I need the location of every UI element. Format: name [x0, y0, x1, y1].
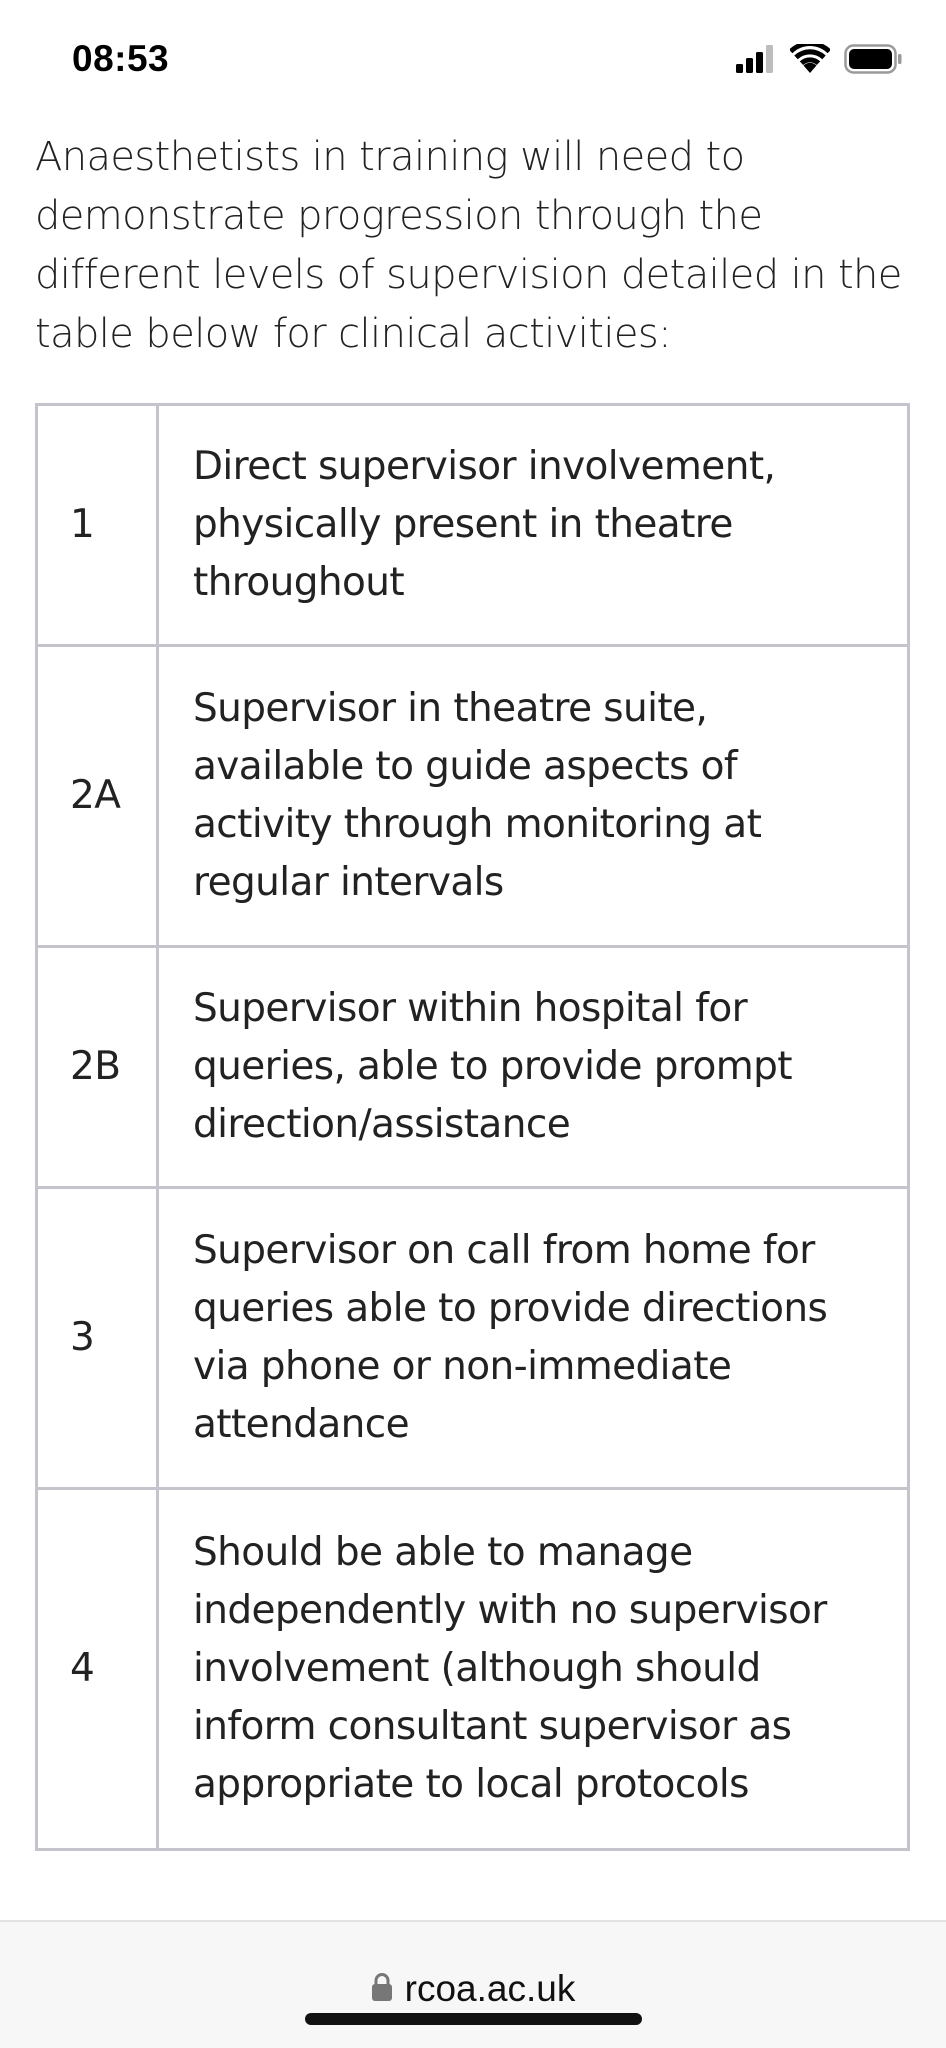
status-time: 08:53	[72, 38, 170, 79]
battery-icon	[844, 44, 902, 74]
status-icons	[736, 44, 902, 74]
description-cell: Direct supervisor involvement, physically present in theatre throughout	[158, 405, 909, 646]
level-cell: 2B	[37, 947, 158, 1188]
level-cell: 4	[37, 1489, 158, 1850]
table-row	[37, 405, 909, 646]
description-cell: Supervisor in theatre suite, available to guide aspects of activity through monitoring at regular intervals	[158, 646, 909, 947]
description-cell: Should be able to manage independently with no supervisor involvement (although should inform consultant supervisor as appropriate to local protocols	[158, 1489, 909, 1850]
lock-icon	[371, 1972, 393, 2006]
level-cell: 2A	[37, 646, 158, 947]
description-cell: Supervisor within hospital for queries, able to provide prompt direction/assistance	[158, 947, 909, 1188]
table-row	[37, 1489, 909, 1850]
level-cell: 1	[37, 405, 158, 646]
main-content	[35, 128, 911, 364]
level-cell: 3	[37, 1188, 158, 1489]
cellular-signal-icon	[736, 45, 776, 73]
intro-paragraph: Anaesthetists in training will need to demonstrate progression through the different levels of supervision detailed in the table below for clinical activities:	[35, 134, 902, 357]
description-cell: Supervisor on call from home for queries able to provide directions via phone or non-immediate attendance	[158, 1188, 909, 1489]
table-row	[37, 1188, 909, 1489]
url-display[interactable]	[0, 1968, 946, 2010]
browser-url-bar[interactable]	[0, 1920, 946, 2048]
table-row	[37, 646, 909, 947]
wifi-icon	[790, 44, 830, 74]
table-row	[37, 947, 909, 1188]
supervision-levels-table	[35, 403, 910, 1851]
url-domain[interactable]: rcoa.ac.uk	[404, 1968, 576, 2009]
home-indicator[interactable]	[305, 2013, 642, 2025]
status-bar	[0, 0, 946, 118]
